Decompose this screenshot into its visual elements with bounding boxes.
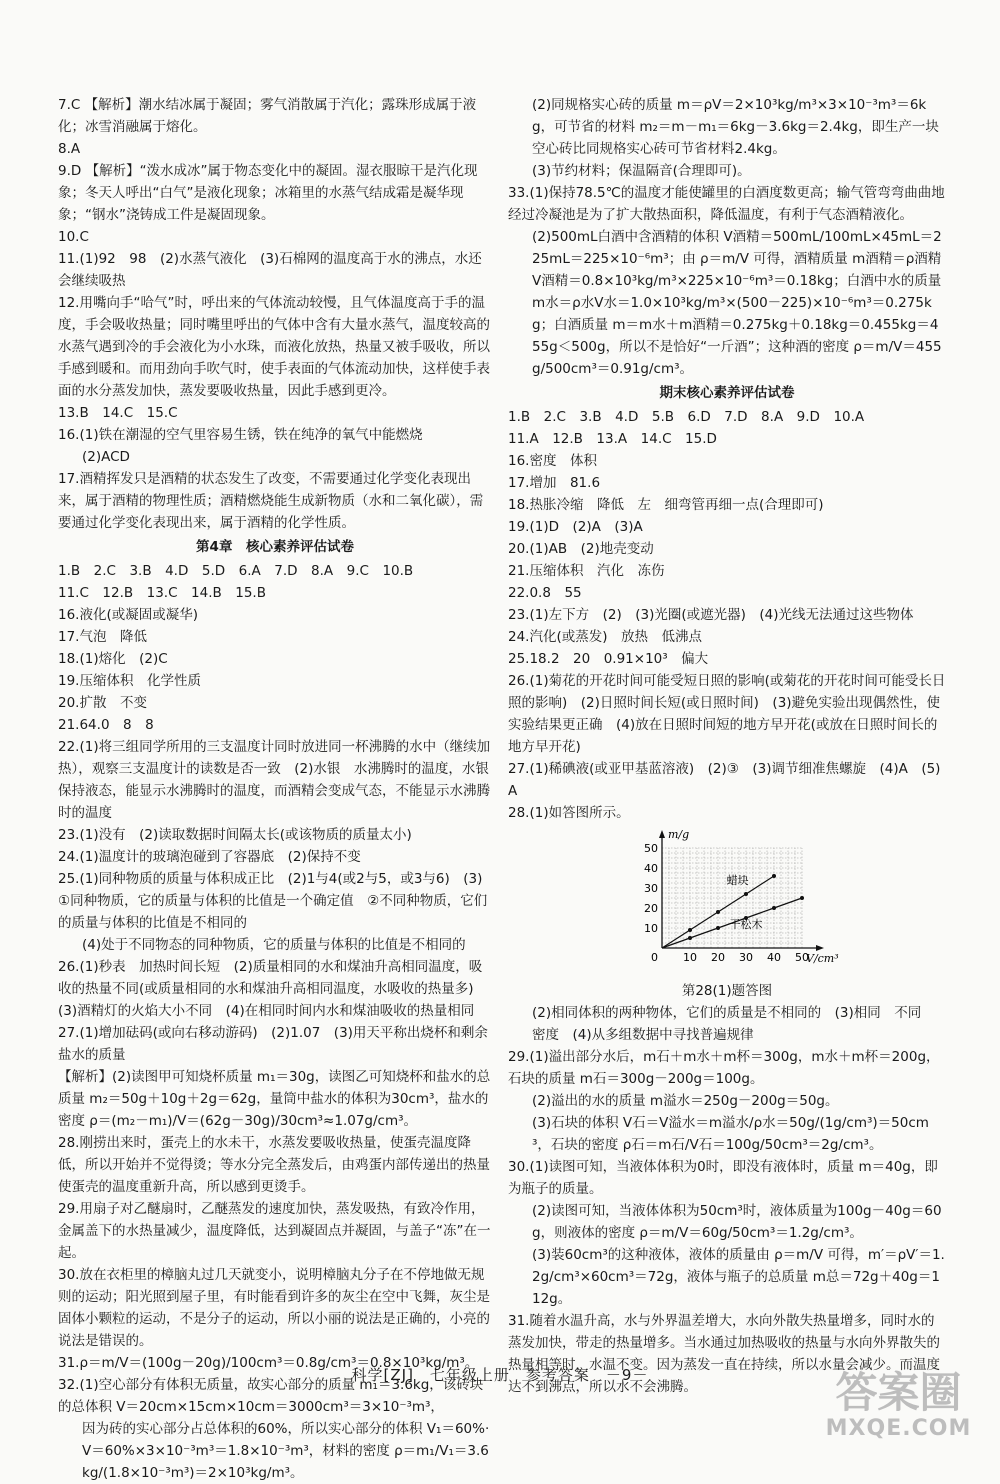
y-tick-label: 30 — [644, 882, 658, 895]
answer-paragraph: 20.(1)AB (2)地壳变动 — [508, 541, 654, 557]
answer-paragraph: 21.64.0 8 8 — [58, 717, 154, 733]
section-heading: 期末核心素养评估试卷 — [659, 385, 795, 401]
answer-paragraph: 20.扩散 不变 — [58, 695, 147, 711]
x-tick-label: 10 — [683, 951, 697, 964]
data-point — [716, 926, 720, 930]
answer-paragraph: 26.(1)秒表 加热时间长短 (2)质量相同的水和煤油升高相同温度，吸收的热量不同(或质量相同的水和煤油升高相同温度，水吸收的热量多) (3)酒精灯的火焰大小不同 (4)在相同时间内水和煤油吸收的热量相同 — [58, 959, 488, 1019]
y-tick-label: 10 — [644, 922, 658, 935]
data-point — [744, 892, 748, 896]
x-axis-label: V/cm³ — [806, 952, 839, 965]
answer-paragraph: 10.C — [58, 229, 89, 245]
answer-paragraph: 16.液化(或凝固或凝华) — [58, 607, 199, 623]
answer-paragraph: 因为砖的实心部分占总体积的60%，所以实心部分的体积 V₁＝60%·V＝60%×3×10⁻³m³＝1.8×10⁻³m³，材料的密度 ρ＝m₁/V₁＝3.6kg/(1.8×10⁻³m³)＝2×10³kg/m³。 — [82, 1421, 490, 1481]
x-tick-label: 40 — [767, 951, 781, 964]
answer-paragraph: 22.(1)将三组同学所用的三支温度计同时放进同一杯沸腾的水中（继续加热），观察三支温度计的读数是否一致 (2)水银 水沸腾时的温度，水银保持液态，能显示水沸腾时的温度，而酒精会变成气态，不能显示水沸腾时的温度 — [58, 739, 491, 821]
y-tick-label: 40 — [644, 862, 658, 875]
answer-paragraph: (2)读图可知，当液体体积为50cm³时，液体质量为100g－40g＝60g，则液体的密度 ρ＝m/V＝60g/50cm³＝1.2g/cm³。 — [532, 1203, 942, 1241]
watermark-logo — [811, 1370, 986, 1450]
answer-paragraph: 22.0.8 55 — [508, 585, 582, 601]
answer-paragraph: 19.压缩体积 化学性质 — [58, 673, 201, 689]
answer-paragraph: 1.B 2.C 3.B 4.D 5.D 6.A 7.D 8.A 9.C 10.B — [58, 563, 414, 579]
watermark-url: MXQE.COM — [825, 1416, 972, 1441]
answer-paragraph: (2)500mL白酒中含酒精的体积 V酒精＝500mL/100mL×45mL＝225mL＝225×10⁻⁶m³；由 ρ＝m/V 可得，酒精质量 m酒精＝ρ酒精V酒精＝0.8×10³kg/m³×225×10⁻⁶m³＝0.18kg；白酒中水的质量 m水＝ρ水V水＝1.0×10³kg/m³×(500－225)×10⁻⁶m³＝0.275kg；白酒质量 m＝m水＋m酒精＝0.275kg＋0.18kg＝0.455kg＝455g＜500g，所以不是恰好“一斤酒”；这种酒的密度 ρ＝m/V＝455g/500cm³＝0.91g/cm³。 — [532, 229, 942, 377]
answer-paragraph: 7.C 【解析】潮水结冰属于凝固；雾气消散属于汽化；露珠形成属于液化；冰雪消融属于熔化。 — [58, 97, 477, 135]
right-column-top — [508, 94, 946, 824]
answer-paragraph: 28.刚捞出来时，蛋壳上的水未干，水蒸发要吸收热量，使蛋壳温度降低，所以开始并不觉得烫；等水分完全蒸发后，由鸡蛋内部传递出的热量使蛋壳的温度重新升高，所以感到更烫手。 — [58, 1135, 490, 1195]
page-footer: 科学[ZJ] 七年级上册 参考答案 －9－ — [351, 1366, 649, 1384]
answer-paragraph: 30.(1)读图可知，当液体体积为0时，即没有液体时，质量 m＝40g，即为瓶子的质量。 — [508, 1159, 938, 1197]
answer-paragraph: 9.D 【解析】“泼水成冰”属于物态变化中的凝固。湿衣服晾干是汽化现象；冬天人呼出“白气”是液化现象；冰箱里的水蒸气结成霜是凝华现象；“钢水”浇铸成工件是凝固现象。 — [58, 163, 478, 223]
answer-paragraph: (3)石块的体积 V石＝V溢水＝m溢水/ρ水＝50g/(1g/cm³)＝50cm³，石块的密度 ρ石＝m石/V石＝100g/50cm³＝2g/cm³。 — [532, 1115, 929, 1153]
y-tick-label: 50 — [644, 842, 658, 855]
answer-paragraph: 25.18.2 20 0.91×10³ 偏大 — [508, 651, 709, 667]
answer-paragraph: 24.汽化(或蒸发) 放热 低沸点 — [508, 629, 703, 645]
x-tick-label: 50 — [795, 951, 809, 964]
answer-paragraph: 17.气泡 降低 — [58, 629, 147, 645]
y-axis-label: m/g — [668, 828, 690, 841]
answer-paragraph: 8.A — [58, 141, 81, 157]
answer-paragraph: 12.用嘴向手“哈气”时，呼出来的气体流动较慢，且气体温度高于手的温度，手会吸收热量；同时嘴里呼出的气体中含有大量水蒸气，温度较高的水蒸气遇到冷的手会液化为小水珠，而液化放热，热量又被手吸收，所以手感到暖和。而用劲向手吹气时，使手表面的气体流动加快，这样使手表面的水分蒸发加快，蒸发要吸收热量，因此手感到更冷。 — [58, 295, 490, 399]
answer-paragraph: 33.(1)保持78.5℃的温度才能使罐里的白酒度数更高；输气管弯弯曲曲地经过冷凝池是为了扩大散热面积，降低温度，有利于气态酒精液化。 — [508, 185, 945, 223]
answer-paragraph: (2)ACD — [82, 449, 130, 465]
origin-label: 0 — [651, 951, 658, 964]
answer-paragraph: 18.(1)熔化 (2)C — [58, 651, 168, 667]
answer-paragraph: 31.ρ＝m/V＝(100g－20g)/100cm³＝0.8g/cm³＝0.8×10³kg/m³。 — [58, 1355, 479, 1371]
x-tick-label: 20 — [711, 951, 725, 964]
answer-paragraph: 23.(1)左下方 (2) (3)光圈(或遮光器) (4)光线无法通过这些物体 — [508, 607, 914, 623]
answer-paragraph: (4)处于不同物态的同种物质，它的质量与体积的比值是不相同的 — [82, 937, 466, 953]
y-tick-label: 20 — [644, 902, 658, 915]
density-chart — [622, 828, 839, 980]
series-label: 干松木 — [729, 918, 763, 931]
answer-paragraph: (3)装60cm³的这种液体，液体的质量由 ρ＝m/V 可得，m′＝ρV′＝1.2g/cm³×60cm³＝72g，液体与瓶子的总质量 m总＝72g＋40g＝112g。 — [532, 1247, 945, 1307]
answer-paragraph: 16.(1)铁在潮湿的空气里容易生锈，铁在纯净的氧气中能燃烧 — [58, 427, 423, 443]
answer-paragraph: 27.(1)增加砝码(或向右移动游码) (2)1.07 (3)用天平称出烧杯和剩余盐水的质量 — [58, 1025, 488, 1063]
answer-paragraph: (2)同规格实心砖的质量 m＝ρV＝2×10³kg/m³×3×10⁻³m³＝6kg，可节省的材料 m₂＝m－m₁＝6kg－3.6kg＝2.4kg，即生产一块空心砖比同规格实心砖可节省材料2.4kg。 — [532, 97, 939, 157]
answer-paragraph: 13.B 14.C 15.C — [58, 405, 178, 421]
answer-paragraph: 31.随着水温升高，水与外界温差增大，水向外散失热量增多，同时水的蒸发加快，带走的热量增多。当水通过加热吸收的热量与水向外界散失的热量相等时，水温不变。因为蒸发一直在持续，所以水量会减少。而温度达不到沸点，所以水不会沸腾。 — [508, 1313, 940, 1395]
answer-paragraph: 【解析】(2)读图甲可知烧杯质量 m₁＝30g，读图乙可知烧杯和盐水的总质量 m₂＝50g＋10g＋2g＝62g，量筒中盐水的体积为30cm³，盐水的密度 ρ＝(m₂－m₁)/V＝(62g－30g)/30cm³≈1.07g/cm³。 — [58, 1069, 491, 1129]
answer-paragraph: 18.热胀冷缩 降低 左 细弯管再细一点(合理即可) — [508, 497, 824, 513]
answer-paragraph: 29.用扇子对乙醚扇时，乙醚蒸发的速度加快，蒸发吸热，有致冷作用，金属盖下的水热量减少，温度降低，达到凝固点并凝固，与盖子“冻”在一起。 — [58, 1201, 491, 1261]
answer-paragraph: 24.(1)温度计的玻璃泡碰到了容器底 (2)保持不变 — [58, 849, 361, 865]
answer-paragraph: 25.(1)同种物质的质量与体积成正比 (2)1与4(或2与5，或3与6) (3)①同种物质，它的质量与体积的比值是一个确定值 ②不同种物质，它们的质量与体积的比值是不相同的 — [58, 871, 488, 931]
series-label: 蜡块 — [726, 874, 749, 887]
answer-paragraph: 28.(1)如答图所示。 — [508, 805, 630, 821]
right-column — [508, 94, 946, 1398]
answer-paragraph: (2)溢出的水的质量 m溢水＝250g－200g＝50g。 — [532, 1093, 839, 1109]
answer-paragraph: 27.(1)稀碘液(或亚甲基蓝溶液) (2)③ (3)调节细准焦螺旋 (4)A (5)A — [508, 761, 941, 799]
answer-paragraph: 16.密度 体积 — [508, 453, 597, 469]
data-point — [716, 910, 720, 914]
answer-paragraph: 29.(1)溢出部分水后，m石＋m水＋m杯＝300g，m水＋m杯＝200g，石块的质量 m石＝300g－200g＝100g。 — [508, 1049, 940, 1087]
data-point — [772, 906, 776, 910]
left-column — [58, 94, 492, 1484]
data-point — [772, 874, 776, 878]
x-tick-label: 30 — [739, 951, 753, 964]
right-column-bottom — [508, 1002, 946, 1398]
answer-paragraph: 19.(1)D (2)A (3)A — [508, 519, 643, 535]
data-point — [688, 928, 692, 932]
x-axis-arrow — [816, 945, 824, 951]
watermark-text: 答案圈 — [835, 1368, 962, 1417]
answer-paragraph: 23.(1)没有 (2)读取数据时间隔太长(或该物质的质量太小) — [58, 827, 412, 843]
answer-paragraph: 1.B 2.C 3.B 4.D 5.B 6.D 7.D 8.A 9.D 10.A — [508, 409, 865, 425]
answer-paragraph: 11.A 12.B 13.A 14.C 15.D — [508, 431, 717, 447]
answer-paragraph: 21.压缩体积 汽化 冻伤 — [508, 563, 665, 579]
data-point — [688, 936, 692, 940]
answer-paragraph: (3)节约材料；保温隔音(合理即可)。 — [532, 163, 751, 179]
answer-paragraph: 11.(1)92 98 (2)水蒸气液化 (3)石棉网的温度高于水的沸点，水还会继续吸热 — [58, 251, 482, 289]
answer-paragraph: 30.放在衣柜里的樟脑丸过几天就变小，说明樟脑丸分子在不停地做无规则的运动；阳光照到屋子里，有时能看到许多的灰尘在空中飞舞，灰尘是固体小颗粒的运动，不是分子的运动，所以小丽的说法是正确的，小亮的说法是错误的。 — [58, 1267, 490, 1349]
answer-paragraph: (2)相同体积的两种物体，它们的质量是不相同的 (3)相同 不同 密度 (4)从多组数据中寻找普遍规律 — [532, 1005, 935, 1043]
y-axis-arrow — [659, 830, 665, 838]
figure-caption: 第28(1)题答图 — [681, 983, 773, 999]
answer-paragraph: 11.C 12.B 13.C 14.B 15.B — [58, 585, 266, 601]
data-point — [800, 896, 804, 900]
answer-paragraph: 17.酒精挥发只是酒精的状态发生了改变，不需要通过化学变化表现出来，属于酒精的物理性质；酒精燃烧能生成新物质（水和二氧化碳），需要通过化学变化表现出来，属于酒精的化学性质。 — [58, 471, 484, 531]
answer-paragraph: 17.增加 81.6 — [508, 475, 601, 491]
answer-paragraph: 32.(1)空心部分有体积无质量，故实心部分的质量 m₁＝3.6kg，该砖块的总体积 V＝20cm×15cm×10cm＝3000cm³＝3×10⁻³m³， — [58, 1377, 484, 1415]
answer-paragraph: 26.(1)菊花的开花时间可能受短日照的影响(或菊花的开花时间可能受长日照的影响) (2)日照时间长短(或日照时间) (3)避免实验出现偶然性，使实验结果更正确 (4)放在日照时间短的地方早开花(或放在日照时间长的地方早开花) — [508, 673, 946, 755]
section-heading: 第4章 核心素养评估试卷 — [196, 539, 354, 555]
